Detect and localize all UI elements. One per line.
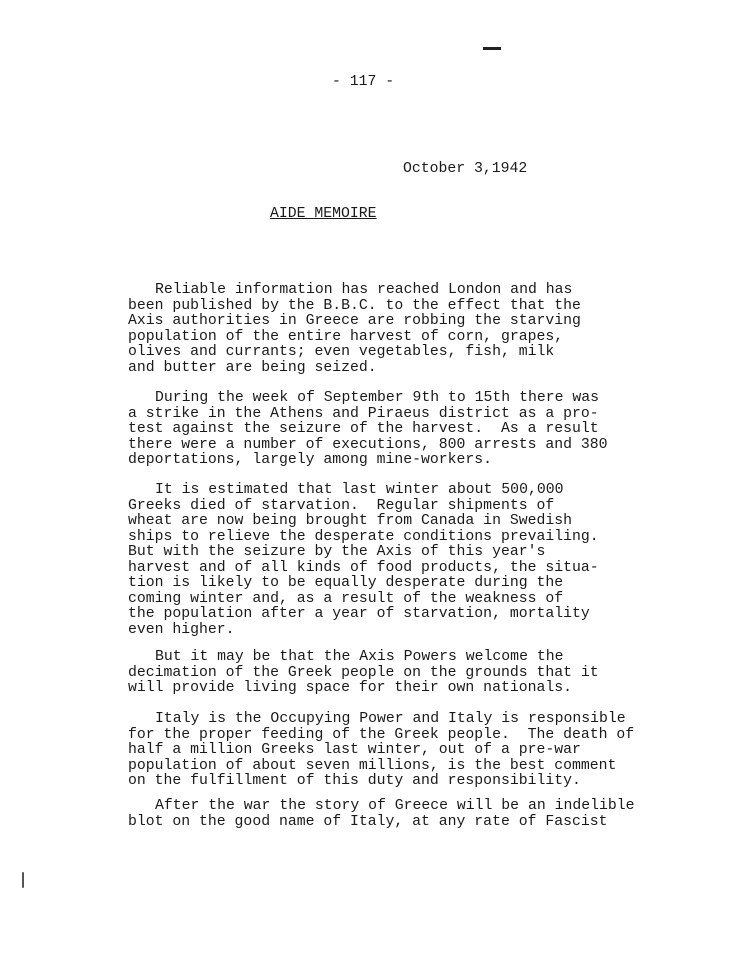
text-line: on the fulfillment of this duty and responsibility. [128, 773, 581, 789]
text-line: Reliable information has reached London and has [155, 282, 573, 298]
text-line: During the week of September 9th to 15th there was [155, 390, 599, 406]
text-line: half a million Greeks last winter, out of a pre-war [128, 742, 581, 758]
page-number: - 117 - [332, 74, 395, 90]
text-line: test against the seizure of the harvest. As a result [128, 421, 599, 437]
text-line: there were a number of executions, 800 arrests and 380 [128, 436, 608, 453]
text-line: harvest and of all kinds of food products, the situa- [128, 559, 599, 576]
text-line: deportations, largely among mine-workers. [128, 452, 493, 468]
scan-mark [22, 872, 24, 888]
text-line: been published by the B.B.C. to the effect that the [128, 297, 581, 314]
text-line: But with the seizure by the Axis of this year's [128, 544, 546, 560]
text-line: It is estimated that last winter about 500,000 [155, 482, 564, 498]
text-line: ships to relieve the desperate conditions prevailing. [128, 528, 599, 545]
text-line: After the war the story of Greece will be an indelible [155, 798, 635, 814]
text-line: population of the entire harvest of corn, grapes, [128, 328, 564, 345]
text-line: the population after a year of starvation, mortality [128, 606, 590, 622]
text-line: Italy is the Occupying Power and Italy is responsible [155, 711, 626, 727]
text-line: tion is likely to be equally desperate during the [128, 575, 564, 591]
scan-mark [483, 47, 501, 50]
text-line: population of about seven millions, is the best comment [128, 757, 617, 774]
document-date: October 3,1942 [403, 161, 528, 177]
text-line: wheat are now being brought from Canada in Swedish [128, 513, 572, 529]
text-line: even higher. [128, 621, 235, 638]
text-line: Axis authorities in Greece are robbing the starving [128, 313, 581, 329]
text-line: decimation of the Greek people on the grounds that it [128, 664, 599, 681]
text-line: blot on the good name of Italy, at any rate of Fascist [128, 813, 608, 830]
paragraph [128, 768, 635, 846]
text-line: olives and currants; even vegetables, fish, milk [128, 344, 555, 360]
text-line: for the proper feeding of the Greek people. The death of [128, 726, 635, 743]
document-title: AIDE MEMOIRE [270, 206, 377, 222]
text-line: and butter are being seized. [128, 359, 377, 376]
text-line: a strike in the Athens and Piraeus district as a pro- [128, 405, 599, 422]
text-line: will provide living space for their own nationals. [128, 680, 572, 696]
text-line: But it may be that the Axis Powers welcome the [155, 649, 564, 665]
text-line: coming winter and, as a result of the weakness of [128, 590, 564, 607]
text-line: Greeks died of starvation. Regular shipments of [128, 497, 555, 514]
